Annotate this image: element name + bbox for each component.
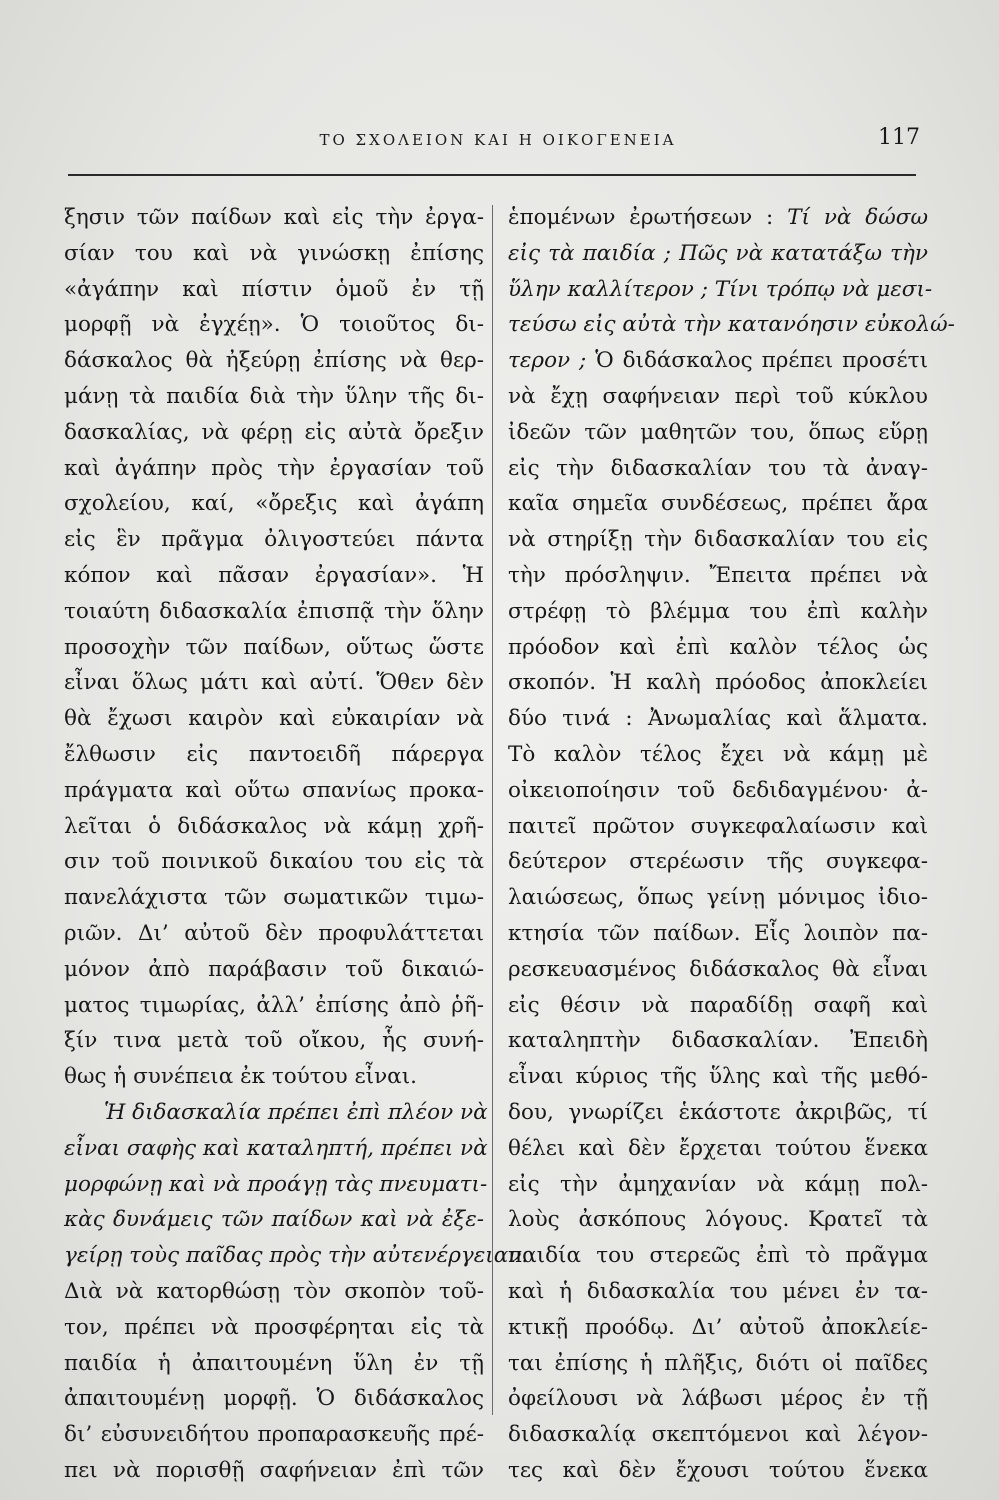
text-line: [64, 1346, 484, 1382]
text-line: [508, 200, 928, 236]
text-segment: παιτεῖ πρῶτον συγκεφαλαίωσιν καὶ: [508, 813, 928, 839]
text-line: [508, 630, 928, 666]
text-segment: παιδία ἡ ἀπαιτουμένη ὕλη ἐν τῇ: [64, 1350, 484, 1376]
text-segment: δασκαλίας, νὰ φέρῃ εἰς αὐτὰ ὄρεξιν: [64, 419, 484, 445]
text-segment: δι’ εὐσυνειδήτου προπαρασκευῆς πρέ-: [64, 1422, 484, 1448]
text-line: [64, 1310, 484, 1346]
text-line: [64, 343, 484, 379]
text-line: [508, 1131, 928, 1167]
text-segment: εἰς θέσιν νὰ παραδίδῃ σαφῆ καὶ: [508, 992, 928, 1018]
text-segment: νὰ στηρίξῃ τὴν διδασκαλίαν του εἰς: [508, 527, 928, 553]
text-segment: καῖα σημεῖα συνδέσεως, πρέπει ἄρα: [508, 491, 928, 517]
text-line: [508, 1346, 928, 1382]
text-segment: δύο τινά : Ἀνωμαλίας καὶ ἅλματα.: [508, 706, 928, 732]
text-segment: ἰδεῶν τῶν μαθητῶν του, ὅπως εὕρῃ: [508, 419, 928, 445]
text-line: [508, 880, 928, 916]
text-line: [508, 1417, 928, 1453]
text-line: [64, 307, 484, 343]
text-line: [508, 451, 928, 487]
text-segment: σκοπόν. Ἡ καλὴ πρόοδος ἀποκλείει: [508, 670, 928, 696]
text-segment: «ἀγάπην καὶ πίστιν ὁμοῦ ἐν τῇ: [64, 276, 484, 302]
italic-text: τερον ;: [508, 348, 587, 374]
text-segment: διδασκαλίᾳ σκεπτόμενοι καὶ λέγον-: [508, 1422, 928, 1448]
text-line: [508, 809, 928, 845]
text-line: [508, 952, 928, 988]
text-segment: τοιαύτη διδασκαλία ἐπισπᾷ τὴν ὅλην: [64, 598, 484, 624]
running-title: ΤΟ ΣΧΟΛΕΙΟΝ ΚΑΙ Η ΟΙΚΟΓΕΝΕΙΑ: [319, 131, 677, 149]
text-segment: μορφῇ νὰ ἐγχέῃ». Ὁ τοιοῦτος δι-: [64, 312, 484, 338]
text-segment: ξίν τινα μετὰ τοῦ οἴκου, ἧς συνή-: [64, 1028, 484, 1054]
italic-text: κὰς δυνάμεις τῶν παίδων καὶ νὰ ἐξε-: [64, 1207, 484, 1233]
text-line: [508, 773, 928, 809]
text-line: [508, 379, 928, 415]
text-segment: λαιώσεως, ὅπως γείνῃ μόνιμος ἰδιο-: [508, 885, 928, 911]
text-line: [64, 272, 484, 308]
text-segment: θέλει καὶ δὲν ἔρχεται τούτου ἕνεκα: [508, 1135, 928, 1161]
page-number: 117: [878, 125, 920, 150]
text-line: [64, 1453, 484, 1489]
text-line: [64, 1417, 484, 1453]
text-line: [508, 1238, 928, 1274]
italic-text: ὕλην καλλίτερον ; Τίνι τρόπῳ νὰ μεσι-: [508, 276, 933, 302]
text-line: [508, 522, 928, 558]
text-segment: κτησία τῶν παίδων. Εἷς λοιπὸν πα-: [508, 920, 928, 946]
text-segment: πρόοδον καὶ ἐπὶ καλὸν τέλος ὡς: [508, 634, 928, 660]
text-segment: ριῶν. Δι’ αὐτοῦ δὲν προφυλάττεται: [64, 920, 484, 946]
text-segment: σιν τοῦ ποινικοῦ δικαίου του εἰς τὰ: [64, 849, 484, 875]
text-segment: πει νὰ πορισθῇ σαφήνειαν ἐπὶ τῶν: [64, 1457, 484, 1483]
text-segment: δου, γνωρίζει ἑκάστοτε ἀκριβῶς, τί: [508, 1099, 928, 1125]
text-line: [508, 558, 928, 594]
text-segment: μόνον ἀπὸ παράβασιν τοῦ δικαιώ-: [64, 956, 484, 982]
text-line: [508, 1023, 928, 1059]
text-line: [508, 1059, 928, 1095]
text-line: [508, 594, 928, 630]
right-column: [508, 200, 955, 1489]
running-head: [68, 125, 928, 159]
text-segment: καταληπτὴν διδασκαλίαν. Ἐπειδὴ: [508, 1028, 928, 1054]
text-segment: Τὸ καλὸν τέλος ἔχει νὰ κάμῃ μὲ: [508, 741, 928, 767]
text-line: [64, 630, 484, 666]
text-line: [508, 665, 928, 701]
text-segment: προσοχὴν τῶν παίδων, οὕτως ὥστε: [64, 634, 484, 660]
text-line: [64, 916, 484, 952]
text-line: [64, 1023, 484, 1059]
text-line: [508, 272, 933, 308]
column-divider: [492, 205, 493, 1415]
text-segment: κτικῇ προόδῳ. Δι’ αὐτοῦ ἀποκλείε-: [508, 1314, 928, 1340]
text-line: [64, 665, 484, 701]
text-line: [508, 701, 928, 737]
text-line: [508, 916, 928, 952]
text-line: [64, 737, 484, 773]
text-segment: πράγματα καὶ οὕτω σπανίως προκα-: [64, 777, 484, 803]
text-line: [64, 773, 484, 809]
text-line: [64, 1167, 488, 1203]
text-line: [64, 379, 484, 415]
text-line: [64, 451, 484, 487]
text-line: [64, 200, 484, 236]
text-line: [508, 1274, 928, 1310]
text-line: [64, 701, 484, 737]
text-line: [508, 343, 928, 379]
text-line: [64, 1381, 484, 1417]
text-segment: θὰ ἔχωσι καιρὸν καὶ εὐκαιρίαν νὰ: [64, 706, 484, 732]
text-segment: κόπον καὶ πᾶσαν ἐργασίαν». Ἡ: [64, 562, 484, 588]
text-line: [508, 1202, 928, 1238]
text-segment: ἑπομένων ἐρωτήσεων :: [508, 205, 788, 230]
text-segment: καὶ ἀγάπην πρὸς τὴν ἐργασίαν τοῦ: [64, 455, 484, 481]
text-line: [64, 1238, 529, 1274]
text-line: [64, 594, 484, 630]
text-segment: εἰς τὴν ἀμηχανίαν νὰ κάμῃ πολ-: [508, 1171, 928, 1197]
text-segment: σχολείου, καί, «ὄρεξις καὶ ἀγάπη: [64, 491, 484, 517]
text-segment: θως ἡ συνέπεια ἐκ τούτου εἶναι.: [64, 1064, 417, 1090]
italic-text: Τί νὰ δώσω: [787, 205, 928, 230]
text-line: [64, 844, 484, 880]
text-segment: ξησιν τῶν παίδων καὶ εἰς τὴν ἐργα-: [64, 205, 484, 230]
text-segment: πανελάχιστα τῶν σωματικῶν τιμω-: [64, 885, 484, 911]
text-segment: ὀφείλουσι νὰ λάβωσι μέρος ἐν τῇ: [508, 1386, 928, 1412]
text-line: [508, 415, 928, 451]
text-line: [64, 809, 484, 845]
text-line: [64, 558, 484, 594]
text-line: [64, 522, 484, 558]
text-line: [508, 307, 955, 343]
text-segment: λεῖται ὁ διδάσκαλος νὰ κάμῃ χρῆ-: [64, 813, 484, 839]
text-line: [64, 952, 484, 988]
left-column: [64, 200, 529, 1489]
text-segment: ἀπαιτουμένῃ μορφῇ. Ὁ διδάσκαλος: [64, 1386, 484, 1412]
text-segment: τὴν πρόσληψιν. Ἔπειτα πρέπει νὰ: [508, 562, 928, 588]
text-segment: ρεσκευασμένος διδάσκαλος θὰ εἶναι: [508, 956, 928, 982]
text-line: [64, 1059, 484, 1095]
text-line: [508, 988, 928, 1024]
text-line: [508, 1167, 928, 1203]
text-line: [508, 737, 928, 773]
text-segment: ματος τιμωρίας, ἀλλ’ ἐπίσης ἀπὸ ῥῆ-: [64, 992, 484, 1018]
text-segment: νὰ ἔχῃ σαφήνειαν περὶ τοῦ κύκλου: [508, 383, 928, 409]
italic-text: εἶναι σαφὴς καὶ καταληπτή, πρέπει νὰ: [64, 1135, 488, 1161]
italic-text: Ἡ διδασκαλία πρέπει ἐπὶ πλέον νὰ: [104, 1099, 488, 1125]
text-segment: μάνῃ τὰ παιδία διὰ τὴν ὕλην τῆς δι-: [64, 383, 484, 409]
text-segment: δάσκαλος θὰ ἠξεύρῃ ἐπίσης νὰ θερ-: [64, 348, 484, 374]
italic-text: εἰς τὰ παιδία ; Πῶς νὰ κατατάξω τὴν: [508, 240, 928, 266]
text-line: [64, 236, 484, 272]
text-line: [508, 844, 928, 880]
text-segment: οἰκειοποίησιν τοῦ δεδιδαγμένου· ἀ-: [508, 777, 928, 803]
text-line: [64, 415, 484, 451]
text-line: [64, 1274, 484, 1310]
italic-text: τεύσω εἰς αὐτὰ τὴν κατανόησιν εὐκολώ-: [508, 312, 955, 338]
text-segment: τες καὶ δὲν ἔχουσι τούτου ἕνεκα: [508, 1457, 928, 1483]
text-segment: λοὺς ἀσκόπους λόγους. Κρατεῖ τὰ: [508, 1207, 928, 1233]
text-line: [64, 988, 484, 1024]
text-line: [508, 236, 928, 272]
text-segment: εἰς τὴν διδασκαλίαν του τὰ ἀναγ-: [508, 455, 928, 481]
text-segment: τον, πρέπει νὰ προσφέρηται εἰς τὰ: [64, 1314, 484, 1340]
text-line: [508, 1381, 928, 1417]
text-segment: εἶναι ὅλως μάτι καὶ αὐτί. Ὅθεν δὲν: [64, 670, 484, 696]
text-segment: σίαν του καὶ νὰ γινώσκῃ ἐπίσης: [64, 240, 484, 266]
text-segment: παιδία του στερεῶς ἐπὶ τὸ πρᾶγμα: [508, 1243, 928, 1269]
text-line: [64, 1202, 484, 1238]
italic-text: γείρῃ τοὺς παῖδας πρὸς τὴν αὐτενέργειαν.: [64, 1243, 529, 1269]
text-line: [508, 1453, 928, 1489]
text-line: [508, 1310, 928, 1346]
text-segment: εἶναι κύριος τῆς ὕλης καὶ τῆς μεθό-: [508, 1064, 928, 1090]
header-rule: [68, 174, 916, 176]
text-segment: καὶ ἡ διδασκαλία του μένει ἐν τα-: [508, 1278, 928, 1304]
text-segment: εἰς ἓν πρᾶγμα ὀλιγοστεύει πάντα: [64, 527, 484, 553]
text-segment: Ὁ διδάσκαλος πρέπει προσέτι: [586, 348, 928, 374]
text-line: [64, 1095, 488, 1131]
text-segment: στρέφῃ τὸ βλέμμα του ἐπὶ καλὴν: [508, 598, 928, 624]
text-segment: Διὰ νὰ κατορθώσῃ τὸν σκοπὸν τοῦ-: [64, 1278, 484, 1304]
text-line: [64, 880, 484, 916]
text-segment: ἔλθωσιν εἰς παντοειδῆ πάρεργα: [64, 741, 484, 767]
text-segment: ται ἐπίσης ἡ πλῆξις, διότι οἱ παῖδες: [508, 1350, 928, 1376]
text-segment: δεύτερον στερέωσιν τῆς συγκεφα-: [508, 849, 928, 875]
text-line: [508, 486, 928, 522]
text-line: [64, 486, 484, 522]
italic-text: μορφώνῃ καὶ νὰ προάγῃ τὰς πνευματι-: [64, 1171, 488, 1197]
text-line: [508, 1095, 928, 1131]
text-line: [64, 1131, 488, 1167]
